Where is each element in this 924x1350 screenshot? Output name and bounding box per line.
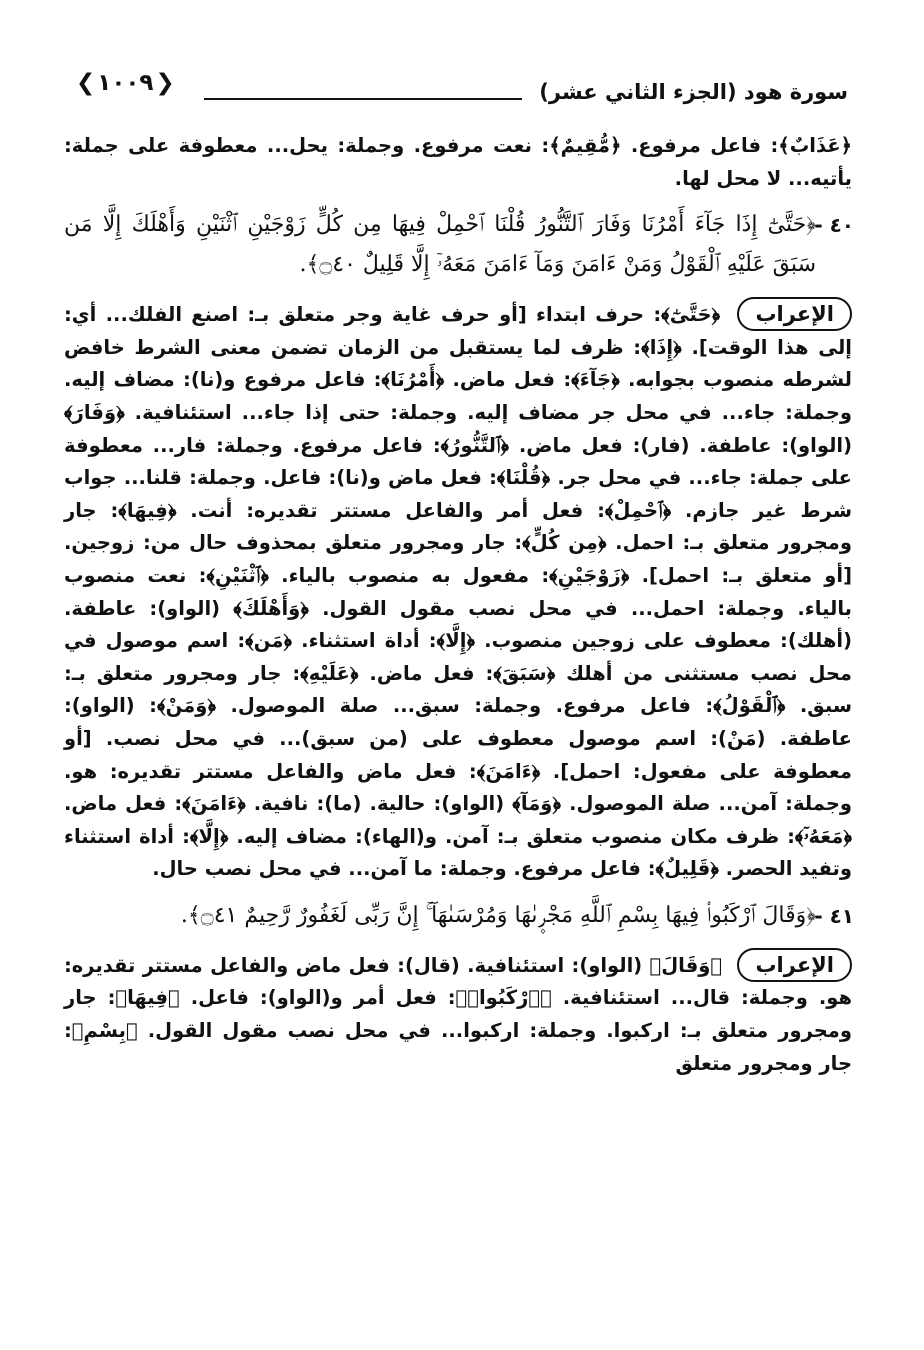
surah-title: سورة هود (الجزء الثاني عشر) (539, 80, 848, 104)
header-rule (204, 98, 522, 100)
intro-paragraph: ﴿عَذَابٌ﴾: فاعل مرفوع. ﴿مُّقِيمٌ﴾: نعت مرفوع. وجملة: يحل... معطوفة على جملة: يأتيه... لا محل لها. (64, 134, 852, 190)
verse-41-text: ﴿وَقَالَ ٱرْكَبُوا۟ فِيهَا بِسْمِ ٱللَّهِ مَجْر۪ىٰهَا وَمُرْسَىٰهَآ ۚ إِنَّ رَبِّى لَغَفُورٌ رَّحِيمٌ ۝٤١﴾. (180, 902, 816, 928)
irab-41-text: ﴿وَقَالَ﴾ (الواو): استئنافية. (قال): فعل ماض والفاعل مستتر تقديره: هو. وجملة: قال... استئنافية. ﴿ٱرْكَبُوا۟﴾: فعل أمر و(الواو): فاعل. ﴿فِيهَا﴾: جار ومجرور متعلق بـ: اركبوا. وجملة: اركبوا... في محل نصب مقول القول. ﴿بِسْمِ﴾: جار ومجرور متعلق (64, 953, 852, 1075)
page-number: ❮ ١٠٠٩ ❯ (68, 68, 183, 98)
verse-40 (64, 205, 852, 285)
page-body (64, 130, 852, 1080)
verse-41 (64, 896, 852, 936)
verse-40-number: ٤٠ - (814, 213, 854, 238)
irab-40-text: ﴿حَتَّىٰٓ﴾: حرف ابتداء [أو حرف غاية وجر متعلق بـ: اصنع الفلك... أي: إلى هذا الوقت]. ﴿إِذَا﴾: ظرف لما يستقبل من الزمان تضمن معنى الشرط خافض لشرطه منصوب بجوابه. ﴿جَآءَ﴾: فعل ماض. ﴿أَمْرُنَا﴾: فاعل مرفوع و(نا): مضاف إليه. وجملة: جاء... في محل جر مضاف إليه. وجملة: حتى إذا جاء... استئنافية. ﴿وَفَارَ﴾ (الواو): عاطفة. (فار): فعل ماض. ﴿ٱلتَّنُّورُ﴾: فاعل مرفوع. وجملة: فار... معطوفة على جملة: جاء... في محل جر. ﴿قُلْنَا﴾: فعل ماض و(نا): فاعل. وجملة: قلنا... جواب شرط غير جازم. ﴿ٱحْمِلْ﴾: فعل أمر والفاعل مستتر تقديره: أنت. ﴿فِيهَا﴾: جار ومجرور متعلق بـ: احمل. ﴿مِن كُلٍّ﴾: جار ومجرور متعلق بمحذوف حال من: زوجين. [أو متعلق بـ: احمل]. ﴿زَوْجَيْنِ﴾: مفعول به منصوب بالياء. ﴿ٱثْنَيْنِ﴾: نعت منصوب بالياء. وجملة: احمل... في محل نصب مقول القول. ﴿وَأَهْلَكَ﴾ (الواو): عاطفة. (أهلك): معطوف على زوجين منصوب. ﴿إِلَّا﴾: أداة استثناء. ﴿مَن﴾: اسم موصول في محل نصب مستثنى من أهلك ﴿سَبَقَ﴾: فعل ماض. ﴿عَلَيْهِ﴾: جار ومجرور متعلق بـ: سبق. ﴿ٱلْقَوْلُ﴾: فاعل مرفوع. وجملة: سبق... صلة الموصول. ﴿وَمَنْ﴾: (الواو): عاطفة. (مَنْ): اسم موصول معطوف على (من سبق)... في محل نصب. [أو معطوفة على مفعول: احمل]. ﴿ءَامَنَ﴾: فعل ماض والفاعل مستتر تقديره: هو. وجملة: آمن... صلة الموصول. ﴿وَمَآ﴾ (الواو): حالية. (ما): نافية. ﴿ءَامَنَ﴾: فعل ماض. ﴿مَعَهُۥٓ﴾: ظرف مكان منصوب متعلق بـ: آمن. و(الهاء): مضاف إليه. ﴿إِلَّا﴾: أداة استثناء وتفيد الحصر. ﴿قَلِيلٌ﴾: فاعل مرفوع. وجملة: ما آمن... في محل نصب حال. (64, 303, 852, 881)
verse-41-number: ٤١ - (814, 903, 854, 928)
verse-40-text: ﴿حَتَّىٰٓ إِذَا جَآءَ أَمْرُنَا وَفَارَ ٱلتَّنُّورُ قُلْنَا ٱحْمِلْ فِيهَا مِن كُلٍّ زَوْجَيْنِ ٱثْنَيْنِ وَأَهْلَكَ إِلَّا مَن سَبَقَ عَلَيْهِ ٱلْقَوْلُ وَمَنْ ءَامَنَ وَمَآ ءَامَنَ مَعَهُۥٓ إِلَّا قَلِيلٌ ۝٤٠﴾. (64, 212, 816, 278)
page-header (64, 62, 852, 122)
irab-40-paragraph (64, 297, 852, 886)
irab-41-paragraph (64, 948, 852, 1080)
irab-label: الإعراب (737, 948, 852, 982)
irab-label: الإعراب (737, 297, 852, 331)
